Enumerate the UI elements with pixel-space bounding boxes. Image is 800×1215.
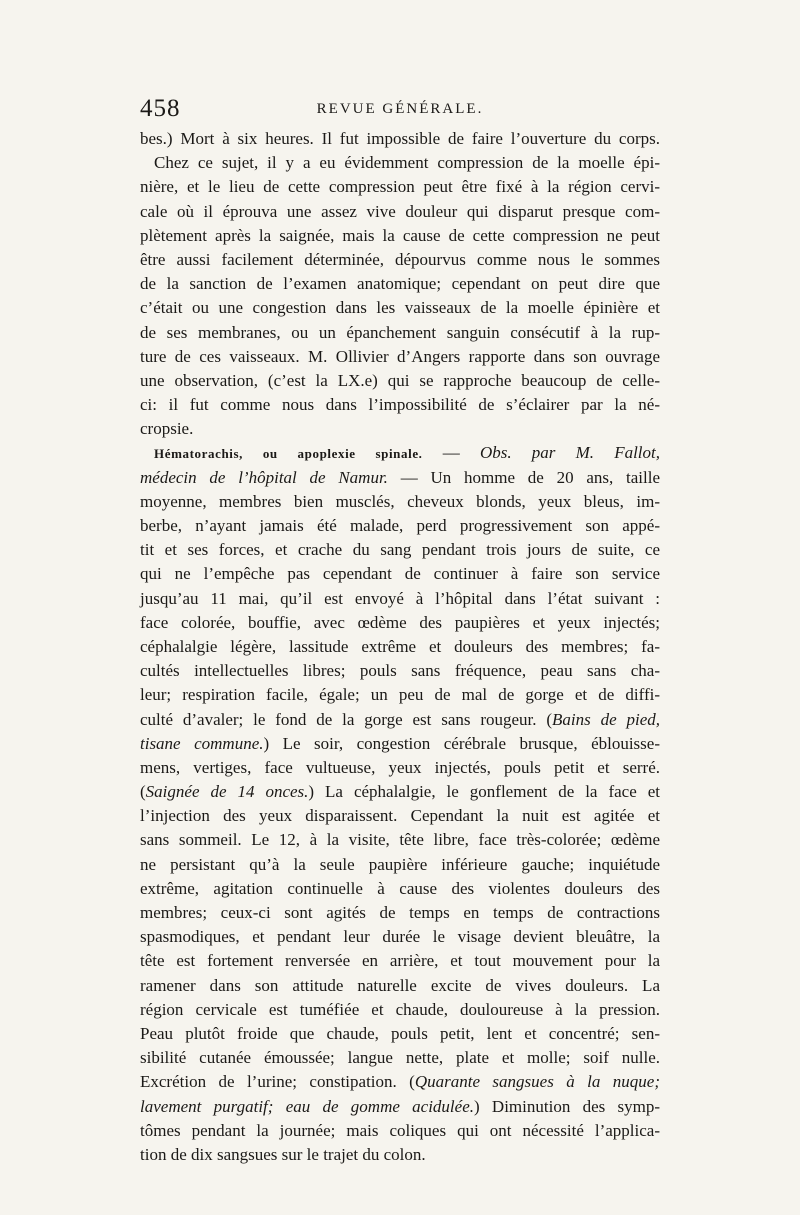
text-line: spasmodiques, et pendant leur durée le visage devient bleuâtre, la [140,927,660,947]
page-number: 458 [140,95,181,122]
text-line: ramener dans son attitude naturelle excite de vives douleurs. La [140,975,660,995]
text-line: une observation, (c’est la LX.e) qui se rapproche beaucoup de celle- [140,370,660,390]
text-line: culté d’avaler; le fond de la gorge est sans rougeur. (Bains de pied, [140,709,660,729]
page-header [140,95,660,125]
text-line: Chez ce sujet, il y a eu évidemment compression de la moelle épi- [154,153,660,173]
text-line: région cervicale est tuméfiée et chaude, douloureuse à la pression. [140,999,660,1019]
text-line: tisane commune.) Le soir, congestion cérébrale brusque, éblouisse- [140,733,660,753]
text-line: Excrétion de l’urine; constipation. (Quarante sangsues à la nuque; [140,1072,660,1092]
text-line: médecin de l’hôpital de Namur. — Un homme de 20 ans, taille [140,467,660,487]
text-line: ci: il fut comme nous dans l’impossibilité de s’éclairer par la né- [140,395,660,415]
text-line: face colorée, bouffie, avec œdème des paupières et yeux injectés; [140,612,660,632]
text-line: ne persistant qu’à la seule paupière inférieure gauche; inquiétude [140,854,660,874]
text-line: tit et ses forces, et crache du sang pendant trois jours de suite, ce [140,540,660,560]
body-text [140,127,660,1167]
text-line: membres; ceux-ci sont agités de temps en temps de contractions [140,903,660,922]
text-line: sibilité cutanée émoussée; langue nette, plate et molle; soif nulle. [140,1048,660,1068]
text-line: c’était ou une congestion dans les vaisseaux de la moelle épinière et [140,298,660,318]
text-line: tômes pendant la journée; mais coliques qui ont nécessité l’applica- [140,1120,660,1140]
text-line: qui ne l’empêche pas cependant de continuer à faire son service [140,564,660,584]
text-line: sans sommeil. Le 12, à la visite, tête libre, face très-colorée; œdème [140,830,660,850]
text-line: nière, et le lieu de cette compression peut être fixé à la région cervi- [140,177,660,197]
section-heading-line: Hématorachis, ou apoplexie spinale. — Obs. par M. Fallot, [154,443,660,463]
text-line: jusqu’au 11 mai, qu’il est envoyé à l’hôpital dans l’état suivant : [140,588,660,608]
text-line: mens, vertiges, face vultueuse, yeux injectés, pouls petit et serré. [140,757,660,777]
text-line: céphalalgie légère, lassitude extrême et douleurs des membres; fa- [140,636,660,656]
running-title: REVUE GÉNÉRALE. [316,101,484,117]
text-line: tête est fortement renversée en arrière, et tout mouvement pour la [140,951,660,971]
text-line: moyenne, membres bien musclés, cheveux blonds, yeux bleus, im- [140,491,660,511]
text-line: de ses membranes, ou un épanchement sanguin consécutif à la rup- [140,322,660,342]
text-line: cultés intellectuelles libres; pouls sans fréquence, peau sans cha- [140,661,660,681]
text-line: ture de ces vaisseaux. M. Ollivier d’Angers rapporte dans son ouvrage [140,346,660,366]
text-line: cropsie. [140,419,194,439]
text-line: (Saignée de 14 onces.) La céphalalgie, le gonflement de la face et [140,782,660,802]
text-line: plètement après la saignée, mais la cause de cette compression ne peut [140,225,660,245]
text-line: l’injection des yeux disparaissent. Cependant la nuit est agitée et [140,806,660,826]
text-line: leur; respiration facile, égale; un peu de mal de gorge et de diffi- [140,685,660,705]
text-line: cale où il éprouva une assez vive douleur qui disparut presque com- [140,201,660,221]
text-line: de la sanction de l’examen anatomique; cependant on peut dire que [140,274,660,294]
text-line: tion de dix sangsues sur le trajet du colon. [140,1144,426,1164]
text-line: lavement purgatif; eau de gomme acidulée.) Diminution des symp- [140,1096,660,1116]
text-line: être aussi facilement déterminée, dépourvus comme nous le sommes [140,249,660,269]
text-line: bes.) Mort à six heures. Il fut impossible de faire l’ouverture du corps. [140,129,660,148]
text-line: berbe, n’ayant jamais été malade, perd progressivement son appé- [140,516,660,535]
text-line: extrême, agitation continuelle à cause des violentes douleurs des [140,878,660,898]
section-heading: Hématorachis, ou apoplexie spinale. [154,446,423,462]
text-line: Peau plutôt froide que chaude, pouls petit, lent et concentré; sen- [140,1023,660,1043]
